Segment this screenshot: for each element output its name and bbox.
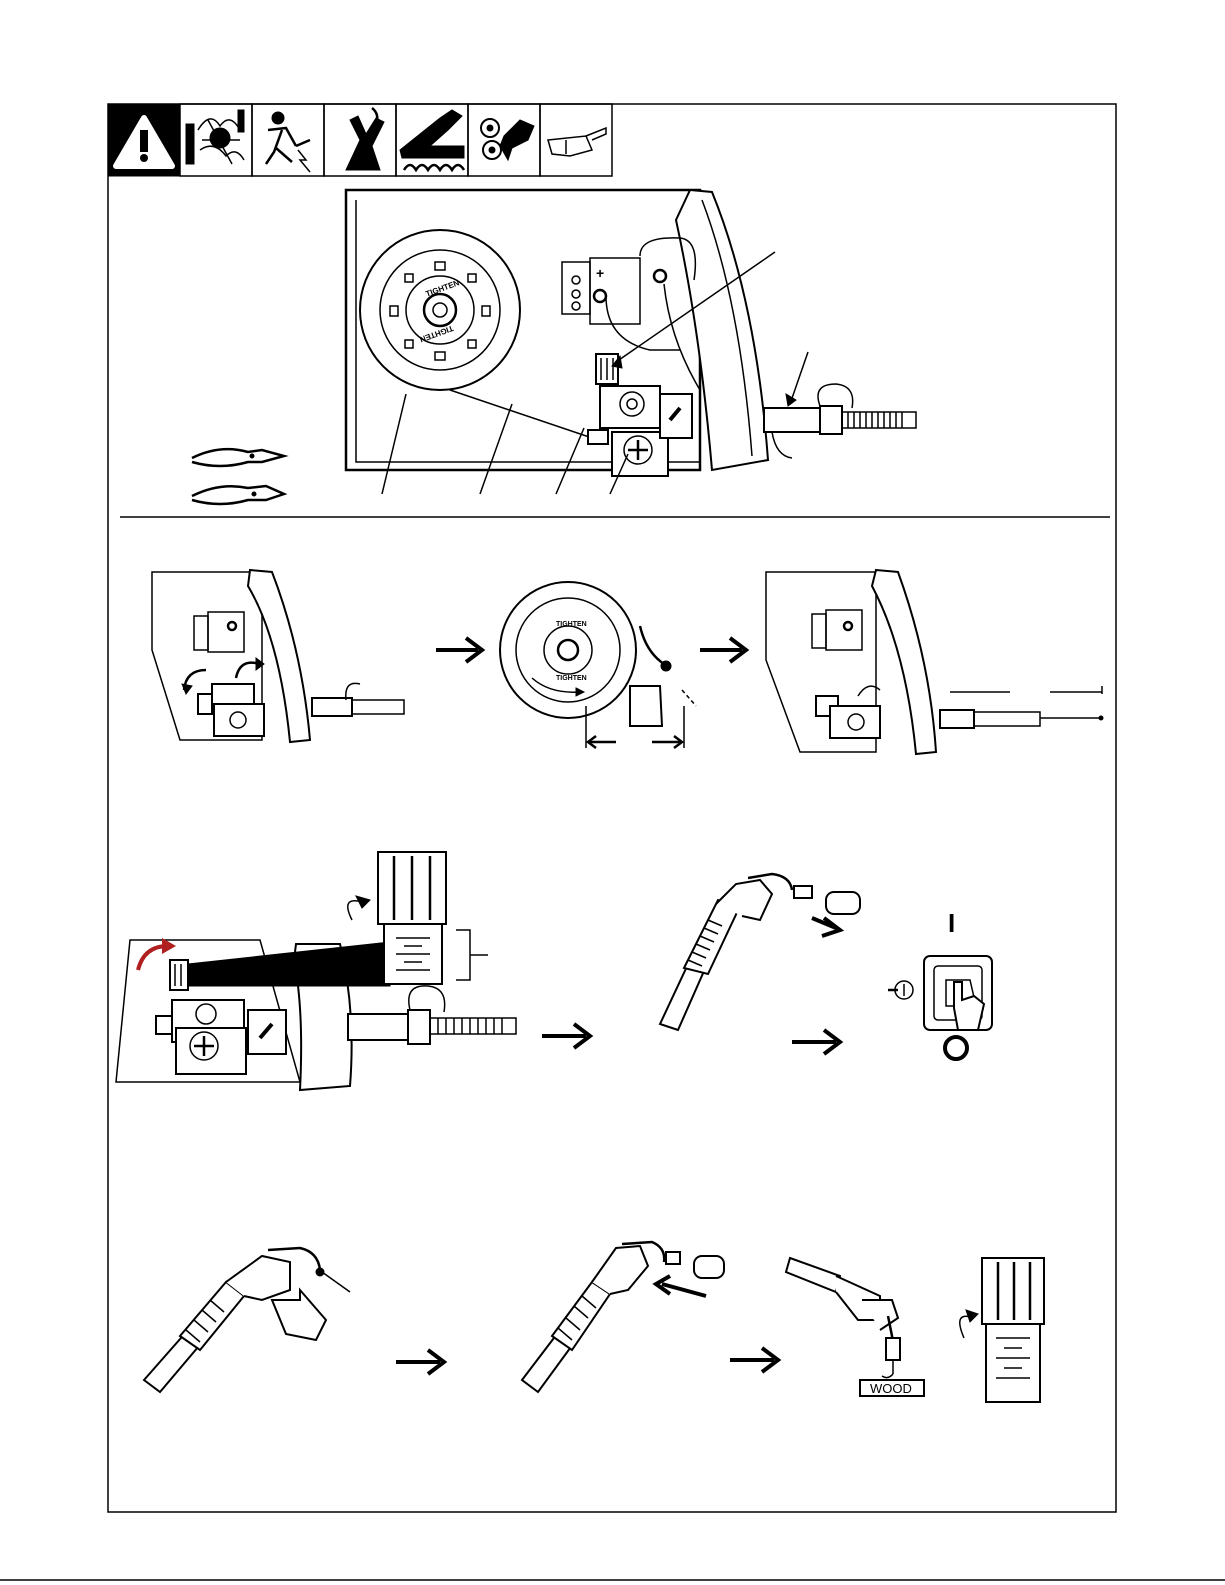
safety-glasses-icon [548, 128, 606, 156]
step-tension-knob-final [960, 1258, 1044, 1402]
spool-hub-text-bottom: TIGHTEN [418, 323, 455, 344]
wire-cutter-icon [192, 449, 284, 466]
terminal-block [562, 258, 666, 324]
terminal-plus-label: + [596, 265, 605, 281]
wire-feeder-main-view [346, 190, 916, 494]
arrow-right-1 [436, 638, 482, 662]
arrow-right-4 [792, 1030, 840, 1054]
switch-off-symbol: O [0, 0, 1, 1]
pliers-icon [192, 486, 284, 504]
step-release-tension [152, 570, 404, 742]
step-press-trigger [144, 1248, 350, 1392]
spool-hub-text-step2: TIGHTEN [556, 621, 587, 628]
page-frame [108, 104, 1116, 1512]
hot-parts-icon [400, 110, 464, 170]
step-reinstall-nozzle [522, 1242, 724, 1392]
step-remove-nozzle [660, 874, 860, 1030]
spool-hub-text-step2-bottom: TIGHTEN [556, 675, 587, 682]
switch-on-symbol: I [948, 908, 956, 938]
step-cut-at-wood [786, 1258, 924, 1396]
step-set-tension [116, 852, 516, 1090]
arrow-right-3 [542, 1024, 590, 1048]
step-thread-wire [766, 570, 1103, 754]
drive-assembly [588, 354, 692, 476]
arrow-right-6 [730, 1348, 778, 1372]
step-cut-wire [500, 582, 696, 748]
wire-spool [360, 230, 520, 390]
electric-shock-icon [266, 112, 310, 172]
wood-label: WOOD [870, 1381, 912, 1396]
spool-hub-text-top: TIGHTEN [424, 278, 461, 299]
arrow-right-5 [396, 1350, 444, 1374]
arrow-right-2 [700, 638, 746, 662]
welding-fumes-icon [186, 110, 244, 164]
wire-puncture-icon [346, 108, 384, 170]
moving-parts-icon [481, 119, 534, 160]
hazard-strip [108, 104, 612, 176]
